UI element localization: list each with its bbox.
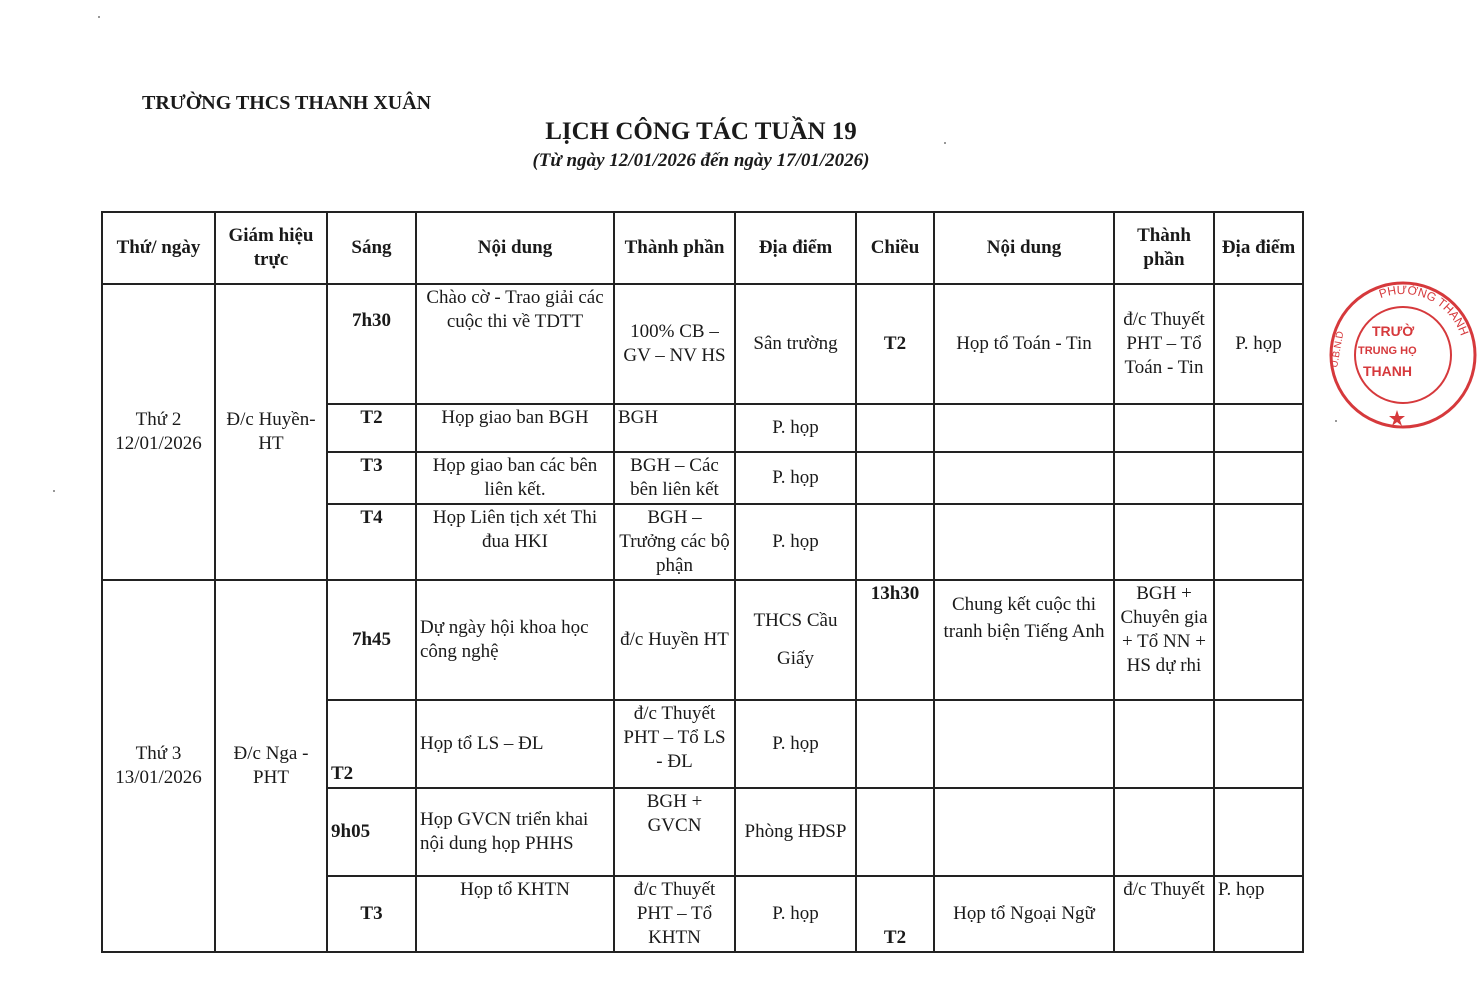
time-pm-cell (856, 700, 934, 788)
day-cell: Thứ 2 12/01/2026 (102, 284, 215, 580)
school-name: TRƯỜNG THCS THANH XUÂN (142, 92, 432, 114)
time-pm-cell: 13h30 (856, 580, 934, 700)
page-title: LỊCH CÔNG TÁC TUẦN 19 (545, 118, 857, 145)
col-header-content-pm: Nội dung (934, 212, 1114, 284)
col-header-members-pm: Thành phần (1114, 212, 1214, 284)
time-am-cell: T3 (327, 876, 416, 952)
members-am-cell: đ/c Thuyết PHT – Tổ KHTN (614, 876, 735, 952)
duty-cell: Đ/c Huyền-HT (215, 284, 327, 580)
members-pm-cell (1114, 404, 1214, 452)
time-am-cell: 7h45 (327, 580, 416, 700)
members-pm-cell (1114, 504, 1214, 580)
content-am-cell: Chào cờ - Trao giải các cuộc thi về TDTT (416, 284, 614, 404)
content-am-cell: Họp tổ LS – ĐL (416, 700, 614, 788)
content-pm-cell: Họp tổ Ngoại Ngữ (934, 876, 1114, 952)
place-am-cell: Sân trường (735, 284, 856, 404)
time-am-cell: T2 (327, 700, 416, 788)
place-pm-cell (1214, 404, 1303, 452)
content-am-cell: Họp giao ban BGH (416, 404, 614, 452)
col-header-place-am: Địa điểm (735, 212, 856, 284)
place-pm-cell: P. họp (1214, 876, 1303, 952)
content-am-cell: Họp giao ban các bên liên kết. (416, 452, 614, 504)
members-pm-cell: đ/c Thuyết PHT – Tổ Toán - Tin (1114, 284, 1214, 404)
members-am-cell: 100% CB – GV – NV HS (614, 284, 735, 404)
place-am-cell: P. họp (735, 700, 856, 788)
time-pm-cell: T2 (856, 284, 934, 404)
table-row (102, 580, 1303, 700)
duty-cell: Đ/c Nga - PHT (215, 580, 327, 952)
time-pm-cell (856, 504, 934, 580)
col-header-content-am: Nội dung (416, 212, 614, 284)
content-am-cell: Dự ngày hội khoa học công nghệ (416, 580, 614, 700)
place-pm-cell (1214, 788, 1303, 876)
members-am-cell: BGH – Các bên liên kết (614, 452, 735, 504)
content-am-cell: Họp tổ KHTN (416, 876, 614, 952)
time-am-cell: T4 (327, 504, 416, 580)
stamp-side-text: U.B.N.D (1329, 330, 1347, 369)
stamp-arc-text: PHƯỜNG THANH (1377, 282, 1472, 338)
content-am-cell: Họp GVCN triển khai nội dung họp PHHS (416, 788, 614, 876)
stamp-line-2: TRUNG HỌ (1358, 345, 1417, 357)
scan-speck (53, 490, 55, 492)
scan-speck (98, 16, 100, 18)
content-pm-cell (934, 700, 1114, 788)
time-pm-cell (856, 404, 934, 452)
content-pm-cell (934, 504, 1114, 580)
schedule-table (101, 211, 1304, 953)
col-header-day: Thứ/ ngày (102, 212, 215, 284)
place-am-cell: P. họp (735, 876, 856, 952)
place-am-cell: P. họp (735, 504, 856, 580)
date-range: (Từ ngày 12/01/2026 đến ngày 17/01/2026) (532, 150, 870, 171)
content-am-cell: Họp Liên tịch xét Thi đua HKI (416, 504, 614, 580)
members-pm-cell (1114, 452, 1214, 504)
members-pm-cell (1114, 788, 1214, 876)
members-am-cell: BGH – Trưởng các bộ phận (614, 504, 735, 580)
official-stamp (1328, 280, 1478, 430)
place-am-cell: Phòng HĐSP (735, 788, 856, 876)
content-pm-cell (934, 788, 1114, 876)
members-am-cell: đ/c Thuyết PHT – Tổ LS - ĐL (614, 700, 735, 788)
content-pm-cell: Họp tổ Toán - Tin (934, 284, 1114, 404)
content-pm-cell (934, 452, 1114, 504)
place-pm-cell (1214, 580, 1303, 700)
col-header-members-am: Thành phần (614, 212, 735, 284)
stamp-star-icon (1389, 410, 1405, 426)
place-pm-cell: P. họp (1214, 284, 1303, 404)
time-am-cell: 7h30 (327, 284, 416, 404)
place-pm-cell (1214, 700, 1303, 788)
content-pm-cell (934, 404, 1114, 452)
members-pm-cell: đ/c Thuyết (1114, 876, 1214, 952)
place-am-cell: THCS Cầu Giấy (735, 580, 856, 700)
scan-speck (944, 142, 946, 144)
members-am-cell: BGH + GVCN (614, 788, 735, 876)
members-am-cell: đ/c Huyền HT (614, 580, 735, 700)
members-pm-cell (1114, 700, 1214, 788)
content-pm-cell: Chung kết cuộc thi tranh biện Tiếng Anh (934, 580, 1114, 700)
time-pm-cell (856, 452, 934, 504)
place-am-cell: P. họp (735, 452, 856, 504)
table-row (102, 284, 1303, 404)
col-header-place-pm: Địa điểm (1214, 212, 1303, 284)
time-am-cell: 9h05 (327, 788, 416, 876)
header-row (102, 212, 1303, 284)
members-pm-cell: BGH + Chuyên gia + Tổ NN + HS dự rhi (1114, 580, 1214, 700)
time-pm-cell (856, 788, 934, 876)
time-am-cell: T2 (327, 404, 416, 452)
place-pm-cell (1214, 504, 1303, 580)
members-am-cell: BGH (614, 404, 735, 452)
place-am-cell: P. họp (735, 404, 856, 452)
time-am-cell: T3 (327, 452, 416, 504)
day-cell: Thứ 3 13/01/2026 (102, 580, 215, 952)
col-header-duty: Giám hiệu trực (215, 212, 327, 284)
scan-speck (1335, 420, 1337, 422)
col-header-afternoon: Chiều (856, 212, 934, 284)
time-pm-cell: T2 (856, 876, 934, 952)
stamp-line-3: THANH (1363, 363, 1412, 379)
place-pm-cell (1214, 452, 1303, 504)
stamp-line-1: TRƯỜ (1372, 323, 1415, 339)
col-header-morning: Sáng (327, 212, 416, 284)
